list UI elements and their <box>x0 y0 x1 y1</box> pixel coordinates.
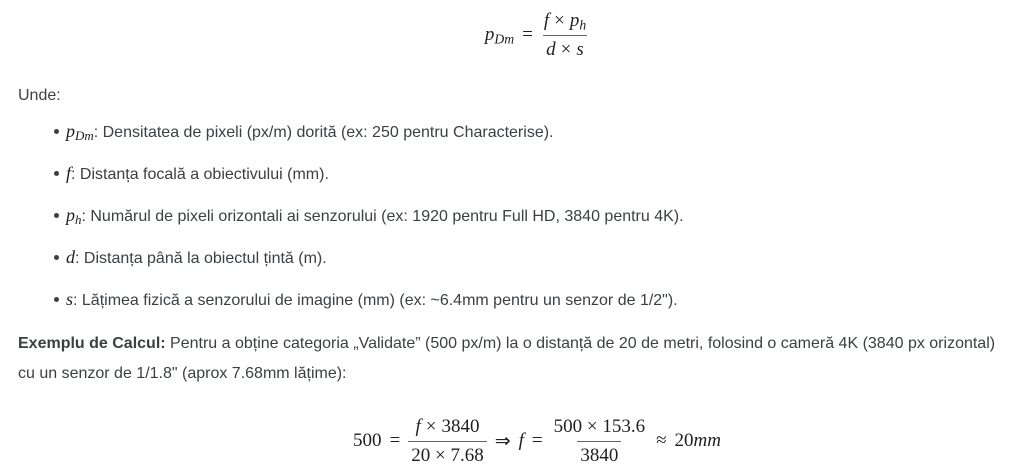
math-var: p <box>66 205 75 225</box>
term-symbol <box>66 205 82 228</box>
math-var: f <box>66 163 72 183</box>
formula-lhs <box>485 24 514 46</box>
equals-sign: = <box>522 24 533 45</box>
math-number-500: 500 <box>353 430 382 451</box>
math-subscript-h: h <box>579 17 587 33</box>
formula-pixel-density <box>42 0 1024 60</box>
bullet-dot-icon <box>54 213 59 218</box>
example-lead: Exemplu de Calcul: <box>18 335 166 352</box>
term-description: : Numărul de pixeli orizontali ai senzorului (ex: 1920 pentru Full HD, 3840 pentru 4K). <box>81 208 684 225</box>
result <box>675 430 721 452</box>
math-subscript: h <box>75 212 82 228</box>
denominator <box>543 35 587 61</box>
result-unit: mm <box>693 430 721 451</box>
math-number-3840: 3840 <box>441 415 480 437</box>
denominator: 20 × 7.68 <box>408 441 486 467</box>
fraction <box>408 416 486 467</box>
list-item <box>18 120 1008 144</box>
math-var: s <box>66 289 74 309</box>
result-value: 20 <box>674 430 694 451</box>
list-item <box>18 288 1008 312</box>
math-subscript: Dm <box>75 128 94 144</box>
intro-label: Unde: <box>18 87 61 104</box>
term-symbol <box>66 121 94 144</box>
equals-sign: = <box>389 430 401 451</box>
list-item <box>18 246 1008 270</box>
denominator: 3840 <box>577 441 621 467</box>
math-subscript-Dm: Dm <box>494 31 515 47</box>
term-description: : Distanța până la obiectul țintă (m). <box>75 250 327 267</box>
math-var-f: f <box>543 9 550 31</box>
bullet-dot-icon <box>54 297 59 302</box>
term-symbol <box>66 289 73 309</box>
math-var-p: p <box>569 9 580 31</box>
math-var-d: d <box>546 38 556 60</box>
math-var: d <box>66 247 75 267</box>
fraction <box>541 10 589 61</box>
math-var-f: f <box>415 415 421 437</box>
implies-arrow: ⇒ <box>494 430 511 452</box>
list-item <box>18 204 1008 228</box>
times-operator: × <box>554 9 565 31</box>
bullet-dot-icon <box>54 255 59 260</box>
term-description: : Densitatea de pixeli (px/m) dorită (ex: 250 pentru Characterise). <box>93 124 554 141</box>
bullet-dot-icon <box>54 171 59 176</box>
math-var: p <box>66 121 75 141</box>
example-text: Pentru a obține categoria „Validate” (500 px/m) la o distanță de 20 de metri, folosind o cameră 4K (3840 px orizontal) cu un senzor de 1/1.8" (aprox 7.68mm lățime): <box>18 335 996 382</box>
list-item <box>18 162 1008 186</box>
numerator <box>541 10 589 35</box>
example-paragraph <box>18 329 1008 389</box>
term-description: : Lățimea fizică a senzorului de imagine (mm) (ex: ~6.4mm pentru un senzor de 1/2"). <box>73 292 678 309</box>
math-var-p: p <box>484 24 495 45</box>
approx-sign: ≈ <box>656 430 667 451</box>
term-description: : Distanța focală a obiectivului (mm). <box>71 166 329 183</box>
formula-example-calculation <box>42 413 1024 469</box>
bullet-dot-icon <box>54 129 59 134</box>
equals-sign: = <box>531 430 543 451</box>
math-var-s: s <box>576 38 584 60</box>
math-var-f: f <box>518 430 524 451</box>
numerator <box>412 416 482 441</box>
times-operator: × <box>560 38 572 60</box>
fraction <box>551 416 648 467</box>
term-symbol <box>66 247 75 267</box>
numerator: 500 × 153.6 <box>553 415 646 437</box>
definitions-list <box>18 120 1008 312</box>
times-operator: × <box>425 415 437 437</box>
